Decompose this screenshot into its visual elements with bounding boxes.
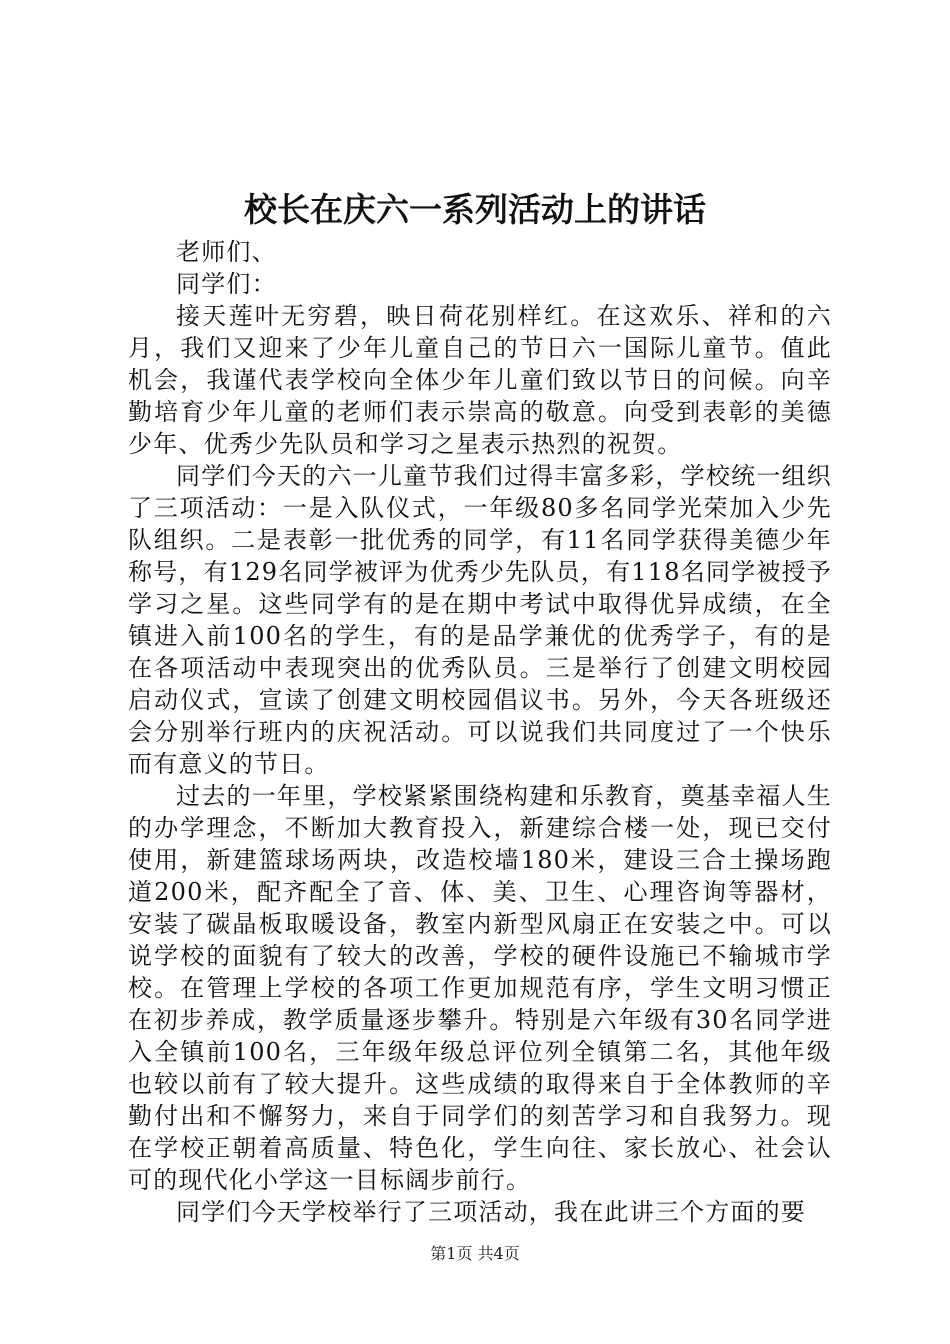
paragraph-achievements: 过去的一年里，学校紧紧围绕构建和乐教育，奠基幸福人生的办学理念，不断加大教育投入，新建综合楼一处，现已交付使用，新建篮球场两块，改造校墙180米，建设三合土操场跑道200米，配齐配全了音、体、美、卫生、心理咨询等器材，安装了碳晶板取暖设备，教室内新型风扇正在安装之中。可以说学校的面貌有了较大的改善，学校的硬件设施已不输城市学校。在管理上学校的各项工作更加规范有序，学生文明习惯正在初步养成，教学质量逐步攀升。特别是六年级有30名同学进入全镇前100名，三年级年级总评位列全镇第二名，其他年级也较以前有了较大提升。这些成绩的取得来自于全体教师的辛勤付出和不懈努力，来自于同学们的刻苦学习和自我努力。现在学校正朝着高质量、特色化，学生向往、家长放心、社会认可的现代化小学这一目标阔步前行。 — [128, 782, 832, 1194]
page-footer: 第1页 共4页 — [430, 1244, 520, 1263]
paragraph-continuation: 同学们今天学校举行了三项活动，我在此讲三个方面的要 — [176, 1198, 806, 1226]
salutation-students: 同学们： — [176, 270, 277, 298]
paragraph-activities: 同学们今天的六一儿童节我们过得丰富多彩，学校统一组织了三项活动：一是入队仪式，一年级80多名同学光荣加入少先队组织。二是表彰一批优秀的同学，有11名同学获得美德少年称号，有129名同学被评为优秀少先队员，有118名同学被授予学习之星。这些同学有的是在期中考试中取得优异成绩，在全镇进入前100名的学生，有的是品学兼优的优秀学子，有的是在各项活动中表现突出的优秀队员。三是举行了创建文明校园启动仪式，宣读了创建文明校园倡议书。另外，今天各班级还会分别举行班内的庆祝活动。可以说我们共同度过了一个快乐而有意义的节日。 — [128, 462, 832, 778]
document-title: 校长在庆六一系列活动上的讲话 — [244, 190, 706, 229]
salutation-teachers: 老师们、 — [176, 238, 277, 266]
paragraph-opening: 接天莲叶无穷碧，映日荷花别样红。在这欢乐、祥和的六月，我们又迎来了少年儿童自己的节日六一国际儿童节。值此机会，我谨代表学校向全体少年儿童们致以节日的问候。向辛勤培育少年儿童的老师们表示崇高的敬意。向受到表彰的美德少年、优秀少先队员和学习之星表示热烈的祝贺。 — [128, 302, 832, 458]
document-body — [128, 236, 832, 1228]
